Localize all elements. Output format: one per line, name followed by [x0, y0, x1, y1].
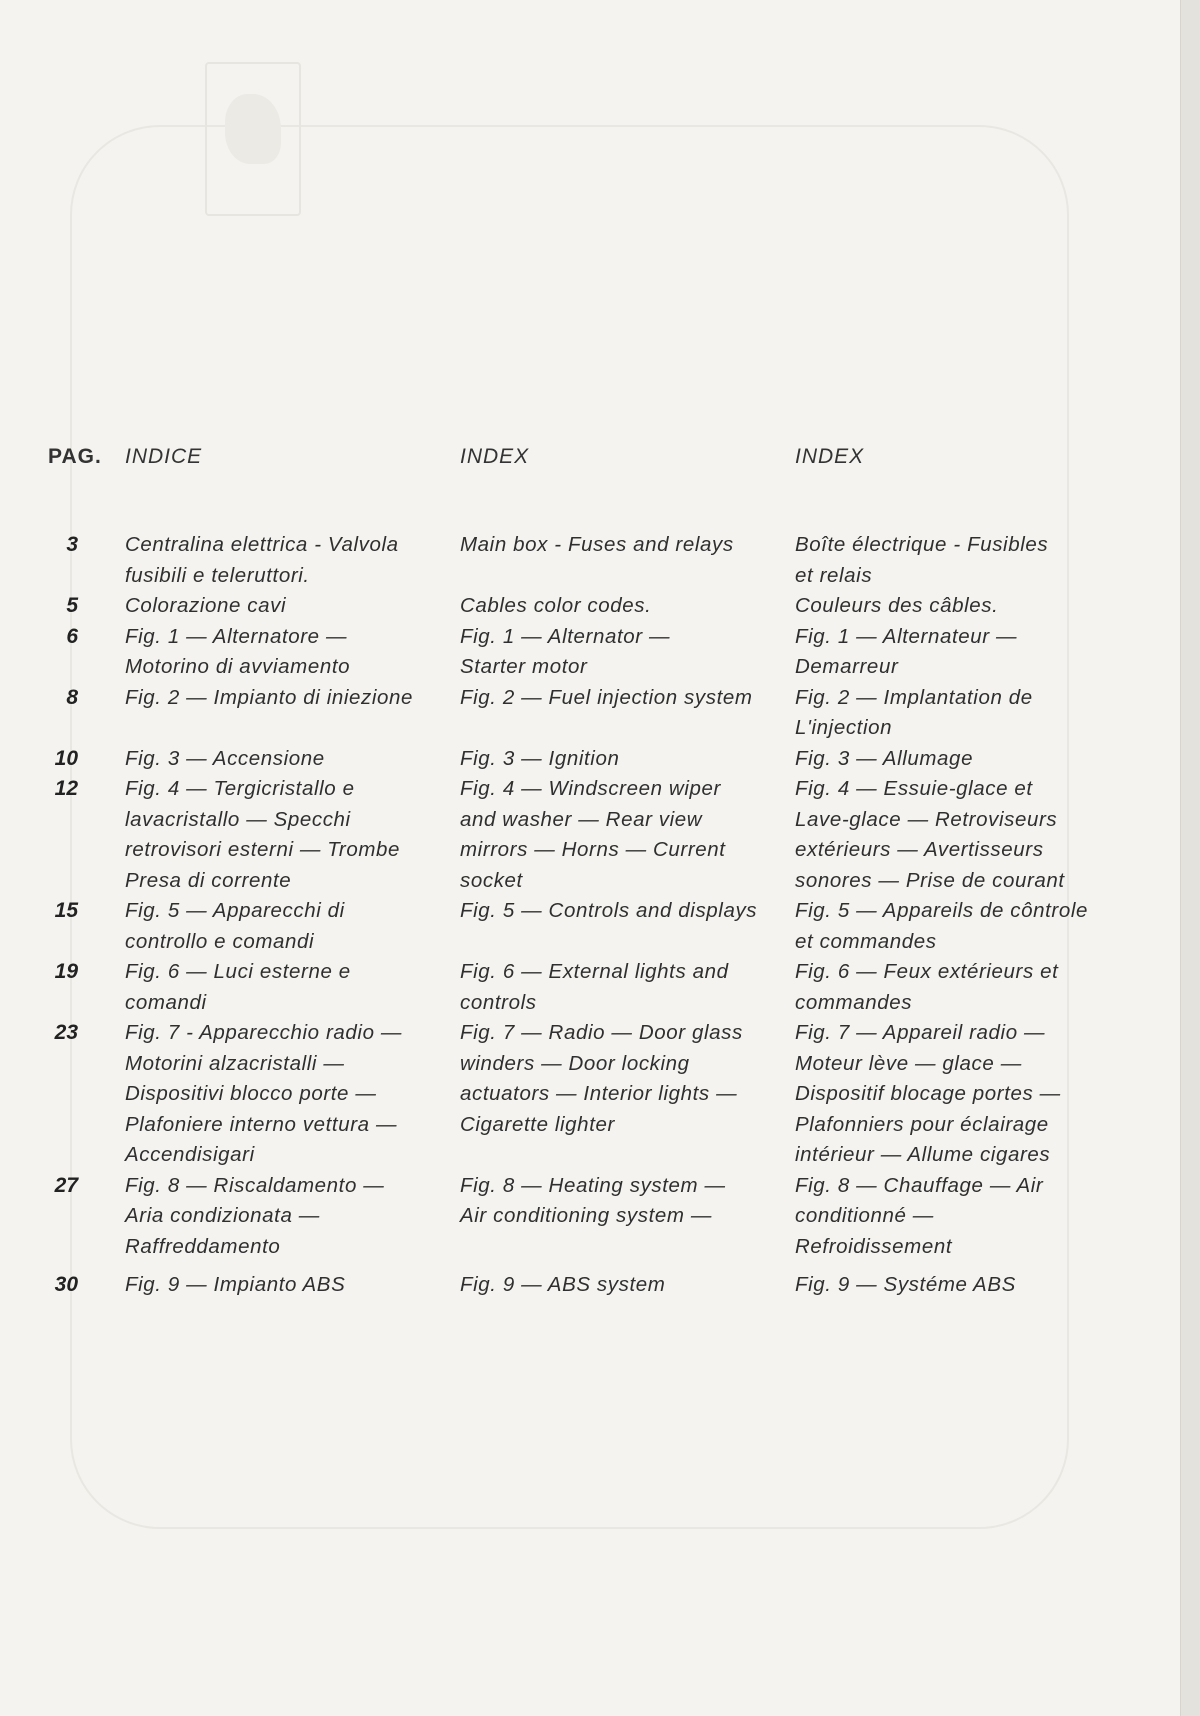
entry-french: [795, 591, 1135, 622]
entry-english: [460, 591, 790, 622]
entry-line: Fig. 6 — Feux extérieurs et: [795, 960, 1059, 983]
entry-italian: [125, 1018, 445, 1171]
page-number: 8: [66, 685, 78, 709]
entry-english: [460, 744, 790, 775]
entry-french: [795, 683, 1135, 744]
entry-line: extérieurs — Avertisseurs: [795, 838, 1044, 861]
entry-french: [795, 774, 1135, 896]
entry-line: Fig. 5 — Apparecchi di: [125, 899, 345, 922]
entry-english: [460, 530, 790, 561]
index-row: [0, 744, 1180, 775]
entry-line: Starter motor: [460, 655, 588, 678]
page-number: 12: [54, 777, 78, 800]
entry-french: [795, 957, 1135, 1018]
index-row: [0, 1018, 1180, 1171]
entry-english: [460, 957, 790, 1018]
entry-line: Motorino di avviamento: [125, 655, 351, 678]
entry-line: Fig. 9 — ABS system: [460, 1273, 666, 1296]
entry-line: Couleurs des câbles.: [795, 594, 999, 617]
entry-line: Fig. 2 — Implantation de: [795, 685, 1033, 709]
page-number: 5: [66, 594, 78, 617]
entry-line: Cables color codes.: [460, 594, 652, 617]
entry-english: [460, 896, 790, 927]
entry-french: [795, 1270, 1135, 1301]
entry-line: controls: [460, 990, 537, 1014]
page-number: 27: [54, 1173, 78, 1197]
entry-french: [795, 530, 1135, 591]
entry-line: Fig. 8 — Heating system —: [460, 1173, 726, 1197]
entry-italian: [125, 683, 445, 714]
entry-line: Fig. 4 — Tergicristallo e: [125, 777, 355, 800]
entry-line: Colorazione cavi: [125, 594, 287, 617]
page-number: 15: [54, 899, 78, 922]
entry-italian: [125, 622, 445, 683]
index-row: [0, 1270, 1180, 1301]
entry-line: sonores — Prise de courant: [795, 868, 1065, 892]
entry-line: Fig. 6 — Luci esterne e: [125, 960, 351, 983]
index-row: [0, 957, 1180, 1018]
entry-line: Aria condizionata —: [125, 1204, 320, 1227]
entry-line: controllo e comandi: [125, 929, 315, 953]
entry-line: Motorini alzacristalli —: [125, 1051, 345, 1075]
entry-line: socket: [460, 868, 523, 892]
page-edge: [1180, 0, 1200, 1716]
entry-line: Fig. 2 — Fuel injection system: [460, 685, 753, 709]
entry-line: Fig. 1 — Alternateur —: [795, 624, 1018, 648]
entry-line: Air conditioning system —: [460, 1204, 712, 1227]
entry-line: lavacristallo — Specchi: [125, 807, 351, 831]
entry-italian: [125, 774, 445, 896]
entry-line: Fig. 3 — Ignition: [460, 746, 620, 770]
entry-line: Fig. 3 — Accensione: [125, 746, 325, 770]
entry-line: Main box - Fuses and relays: [460, 533, 734, 556]
index-row: [0, 1171, 1180, 1263]
index-row: [0, 530, 1180, 591]
index-row: [0, 774, 1180, 896]
entry-line: Fig. 6 — External lights and: [460, 960, 729, 983]
entry-line: comandi: [125, 990, 207, 1014]
entry-english: [460, 1270, 790, 1301]
entry-line: Fig. 9 — Systéme ABS: [795, 1273, 1016, 1296]
entry-line: Plafoniere interno vettura —: [125, 1112, 398, 1136]
entry-line: Dispositivi blocco porte —: [125, 1082, 377, 1105]
index-table: [0, 530, 1180, 1301]
page-number: 19: [54, 960, 78, 983]
entry-line: Fig. 5 — Controls and displays: [460, 899, 758, 922]
index-header-french: INDEX: [795, 445, 865, 468]
entry-line: conditionné —: [795, 1204, 934, 1227]
entry-english: [460, 1018, 790, 1140]
entry-italian: [125, 591, 445, 622]
entry-line: Refroidissement: [795, 1234, 953, 1258]
entry-french: [795, 1171, 1135, 1263]
entry-english: [460, 622, 790, 683]
entry-line: Boîte électrique - Fusibles: [795, 533, 1049, 556]
entry-italian: [125, 530, 445, 591]
entry-line: Fig. 4 — Windscreen wiper: [460, 777, 721, 800]
entry-line: Fig. 7 - Apparecchio radio —: [125, 1021, 402, 1044]
entry-english: [460, 683, 790, 714]
entry-french: [795, 1018, 1135, 1171]
entry-line: et relais: [795, 563, 873, 587]
entry-italian: [125, 1270, 445, 1301]
entry-line: L'injection: [795, 716, 893, 739]
page-column-header: PAG.: [48, 445, 102, 468]
index-header-italian: INDICE: [125, 445, 203, 468]
entry-line: Fig. 5 — Appareils de côntrole: [795, 899, 1088, 922]
entry-italian: [125, 896, 445, 957]
entry-line: Centralina elettrica - Valvola: [125, 533, 399, 556]
entry-line: commandes: [795, 990, 913, 1014]
entry-line: et commandes: [795, 929, 937, 953]
entry-line: fusibili e teleruttori.: [125, 563, 310, 587]
show-through-logo-icon: [205, 62, 301, 216]
entry-line: Presa di corrente: [125, 868, 292, 892]
entry-line: Fig. 1 — Alternator —: [460, 624, 671, 648]
entry-line: Demarreur: [795, 655, 899, 678]
entry-line: Fig. 2 — Impianto di iniezione: [125, 685, 414, 709]
entry-french: [795, 622, 1135, 683]
entry-line: Plafonniers pour éclairage: [795, 1112, 1049, 1136]
index-header-english: INDEX: [460, 445, 530, 468]
entry-italian: [125, 957, 445, 1018]
entry-line: Lave-glace — Retroviseurs: [795, 807, 1058, 831]
entry-line: Fig. 3 — Allumage: [795, 746, 974, 770]
entry-line: actuators — Interior lights —: [460, 1082, 738, 1105]
entry-line: Raffreddamento: [125, 1234, 281, 1258]
entry-line: Cigarette lighter: [460, 1112, 615, 1136]
entry-french: [795, 744, 1135, 775]
entry-line: Fig. 8 — Chauffage — Air: [795, 1173, 1044, 1197]
page-number: 30: [54, 1273, 78, 1296]
page-number: 23: [54, 1021, 78, 1044]
entry-line: Dispositif blocage portes —: [795, 1082, 1061, 1105]
page-number: 6: [66, 624, 78, 648]
entry-english: [460, 774, 790, 896]
entry-line: Fig. 7 — Radio — Door glass: [460, 1021, 743, 1044]
entry-line: mirrors — Horns — Current: [460, 838, 726, 861]
entry-line: winders — Door locking: [460, 1051, 690, 1075]
entry-italian: [125, 1171, 445, 1263]
entry-line: Fig. 1 — Alternatore —: [125, 624, 348, 648]
entry-french: [795, 896, 1135, 957]
entry-line: retrovisori esterni — Trombe: [125, 838, 401, 861]
index-row: [0, 683, 1180, 744]
entry-line: Fig. 9 — Impianto ABS: [125, 1273, 346, 1296]
page-number: 10: [54, 746, 78, 770]
entry-line: Fig. 8 — Riscaldamento —: [125, 1173, 385, 1197]
entry-line: intérieur — Allume cigares: [795, 1143, 1051, 1166]
index-row: [0, 622, 1180, 683]
entry-line: Accendisigari: [125, 1143, 255, 1166]
entry-line: and washer — Rear view: [460, 807, 703, 831]
entry-line: Fig. 4 — Essuie-glace et: [795, 777, 1033, 800]
entry-english: [460, 1171, 790, 1232]
entry-line: Moteur lève — glace —: [795, 1051, 1022, 1075]
page-number: 3: [66, 533, 78, 556]
index-row: [0, 896, 1180, 957]
index-row: [0, 591, 1180, 622]
entry-italian: [125, 744, 445, 775]
entry-line: Fig. 7 — Appareil radio —: [795, 1021, 1046, 1044]
